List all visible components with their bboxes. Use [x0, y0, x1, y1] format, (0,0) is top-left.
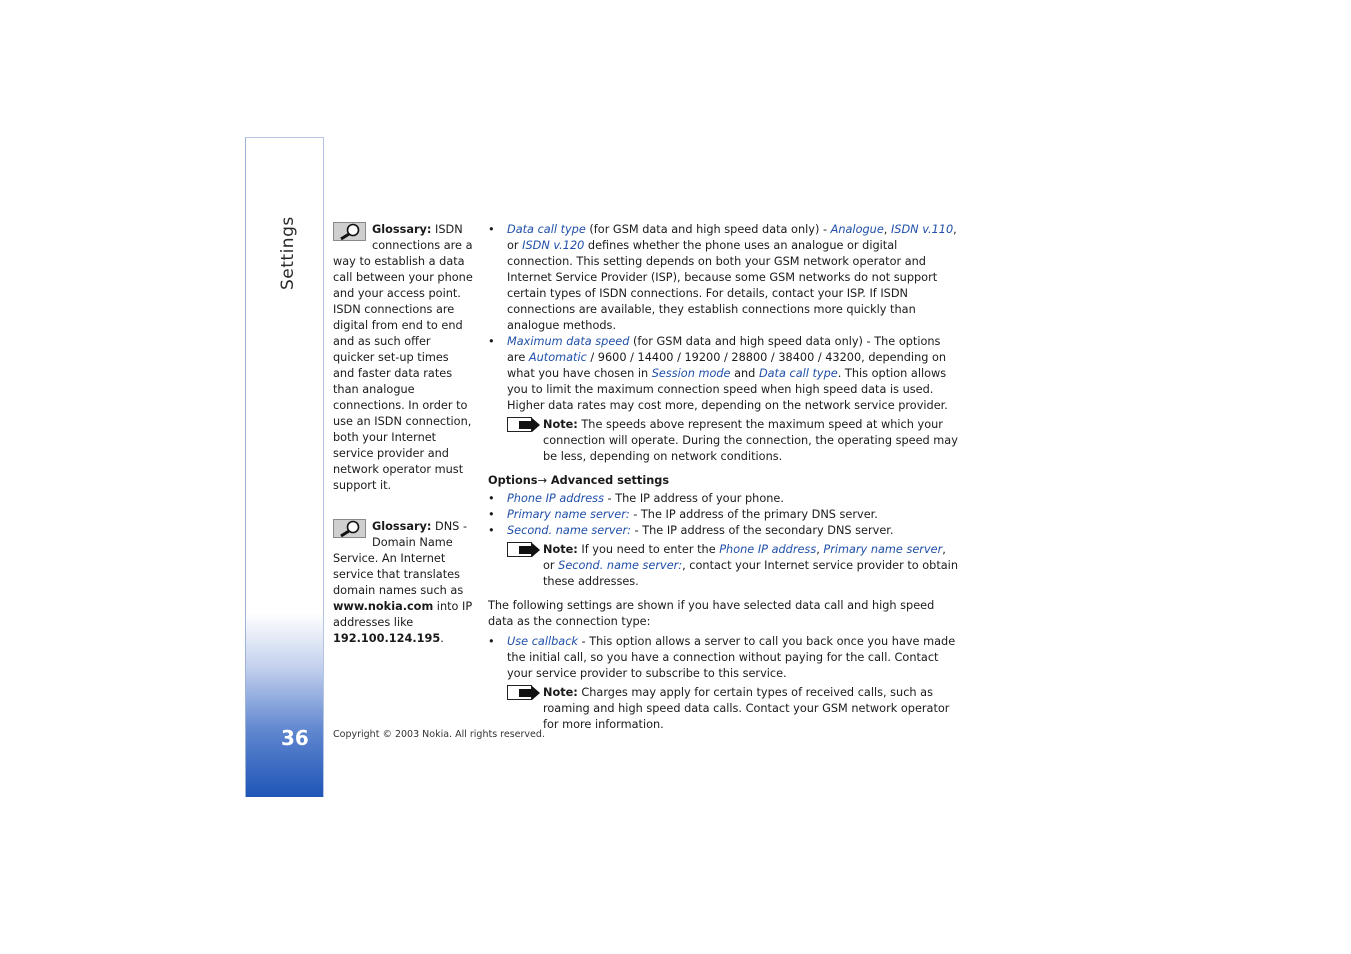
- note-text: ,: [816, 543, 824, 556]
- term-use-callback: Use callback: [507, 635, 578, 648]
- glossary-text: .: [440, 632, 444, 645]
- heading-options: Options: [488, 474, 538, 487]
- note-arrow-icon: [507, 542, 541, 565]
- ip-example: 192.100.124.195: [333, 632, 441, 645]
- note-arrow-icon: [507, 685, 541, 708]
- list-item-use-callback: [488, 634, 958, 682]
- list-item-second-dns: [488, 523, 958, 539]
- glossary-text: into IP addresses like: [333, 600, 473, 629]
- paragraph-data-call: The following settings are shown if you have selected data call and high speed data as the connection type:: [488, 599, 935, 628]
- magnifier-icon: [333, 519, 366, 538]
- glossary-text: DNS - Domain Name Service. An Internet service that translates domain names such as: [333, 520, 468, 597]
- note-arrow-icon: [507, 417, 541, 440]
- bullet: •: [488, 524, 495, 537]
- note-label: Note:: [543, 686, 578, 699]
- body-text: (for GSM data and high speed data only) -: [585, 223, 831, 236]
- note-text: Charges may apply for certain types of received calls, such as roaming and high speed data calls. Contact your GSM network operator for more information.: [543, 686, 950, 731]
- list-item-primary-dns: [488, 507, 958, 523]
- body-text: . This option allows you to limit the maximum connection speed when high speed data is used. Higher data rates may cost more, depending on the network service provider.: [507, 367, 948, 412]
- option-analogue: Analogue: [830, 223, 884, 236]
- body-text: , or: [507, 223, 957, 252]
- glossary-dns: [333, 519, 473, 647]
- heading-arrow: →: [537, 474, 547, 487]
- glossary-label: Glossary:: [372, 520, 432, 533]
- list-item-data-call-type: [488, 222, 958, 334]
- ref-session-mode: Session mode: [651, 367, 731, 380]
- magnifier-icon: [333, 222, 366, 241]
- advanced-settings-list: [488, 491, 958, 539]
- option-isdn-v110: ISDN v.110: [890, 223, 954, 236]
- main-content: [488, 222, 958, 733]
- bullet: •: [488, 492, 495, 505]
- body-text: defines whether the phone uses an analogue or digital connection. This setting depends on both your GSM network operator and Internet Service Provider (ISP), because some GSM networks do not support certain types of ISDN connections. For details, contact your ISP. If ISDN connections are available, they establish connections more quickly than analogue methods.: [507, 239, 938, 332]
- glossary-text: ISDN connections are a way to establish a data call between your phone and your access point. ISDN connections are digital from end to end and as such offer quicker set-up times and faster data rates than analogue connections. In order to use an ISDN connection, both your Internet service provider and network operator must support it.: [333, 223, 473, 492]
- section-heading: [488, 473, 958, 489]
- ref-data-call-type: Data call type: [758, 367, 838, 380]
- body-text: - The IP address of the secondary DNS server.: [630, 524, 894, 537]
- note-charges: [488, 685, 958, 733]
- domain-example: www.nokia.com: [333, 600, 434, 613]
- section-title: Settings: [278, 216, 298, 290]
- ref-primary-name-server: Primary name server: [823, 543, 943, 556]
- copyright: Copyright © 2003 Nokia. All rights reserved.: [333, 729, 545, 740]
- term-data-call-type: Data call type: [507, 223, 586, 236]
- bullet: •: [488, 508, 495, 521]
- term-primary-name-server: Primary name server:: [507, 508, 630, 521]
- list-item-maximum-data-speed: [488, 334, 958, 414]
- body-text: - The IP address of your phone.: [603, 492, 784, 505]
- note-label: Note:: [543, 418, 578, 431]
- note-text: If you need to enter the: [577, 543, 720, 556]
- term-phone-ip-address: Phone IP address: [507, 492, 604, 505]
- note-text: The speeds above represent the maximum speed at which your connection will operate. During the connection, the operating speed may be less, depending on network conditions.: [543, 418, 958, 463]
- body-text: - This option allows a server to call you back once you have made the initial call, so you have a connection without paying for the call. Contact your service provider to subscribe to this service.: [507, 635, 956, 680]
- page-number: 36: [281, 726, 309, 750]
- body-text: - The IP address of the primary DNS server.: [629, 508, 878, 521]
- callback-list: [488, 634, 958, 682]
- bullet: •: [488, 335, 495, 348]
- list-item-phone-ip: [488, 491, 958, 507]
- note-label: Note:: [543, 543, 578, 556]
- glossary-label: Glossary:: [372, 223, 432, 236]
- option-automatic: Automatic: [528, 351, 587, 364]
- option-isdn-v120: ISDN v.120: [522, 239, 585, 252]
- term-second-name-server: Second. name server:: [507, 524, 631, 537]
- body-text: (for GSM data and high speed data only) - The options are: [507, 335, 941, 364]
- bullet: •: [488, 223, 495, 236]
- ref-second-name-server: Second. name server:: [558, 559, 683, 572]
- term-maximum-data-speed: Maximum data speed: [507, 335, 630, 348]
- body-text: and: [730, 367, 759, 380]
- body-text: / 9600 / 14400 / 19200 / 28800 / 38400 / 43200, depending on what you have chosen in: [507, 351, 947, 380]
- note-text: , or: [543, 543, 946, 572]
- body-text: ,: [883, 223, 891, 236]
- ref-phone-ip-address: Phone IP address: [719, 543, 817, 556]
- glossary-column: [333, 222, 473, 672]
- note-addresses: [488, 542, 958, 590]
- note-text: , contact your Internet service provider to obtain these addresses.: [543, 559, 958, 588]
- glossary-isdn: [333, 222, 473, 494]
- note-speeds: [488, 417, 958, 465]
- heading-advanced-settings: Advanced settings: [546, 474, 670, 487]
- connection-settings-list: [488, 222, 958, 414]
- bullet: •: [488, 635, 495, 648]
